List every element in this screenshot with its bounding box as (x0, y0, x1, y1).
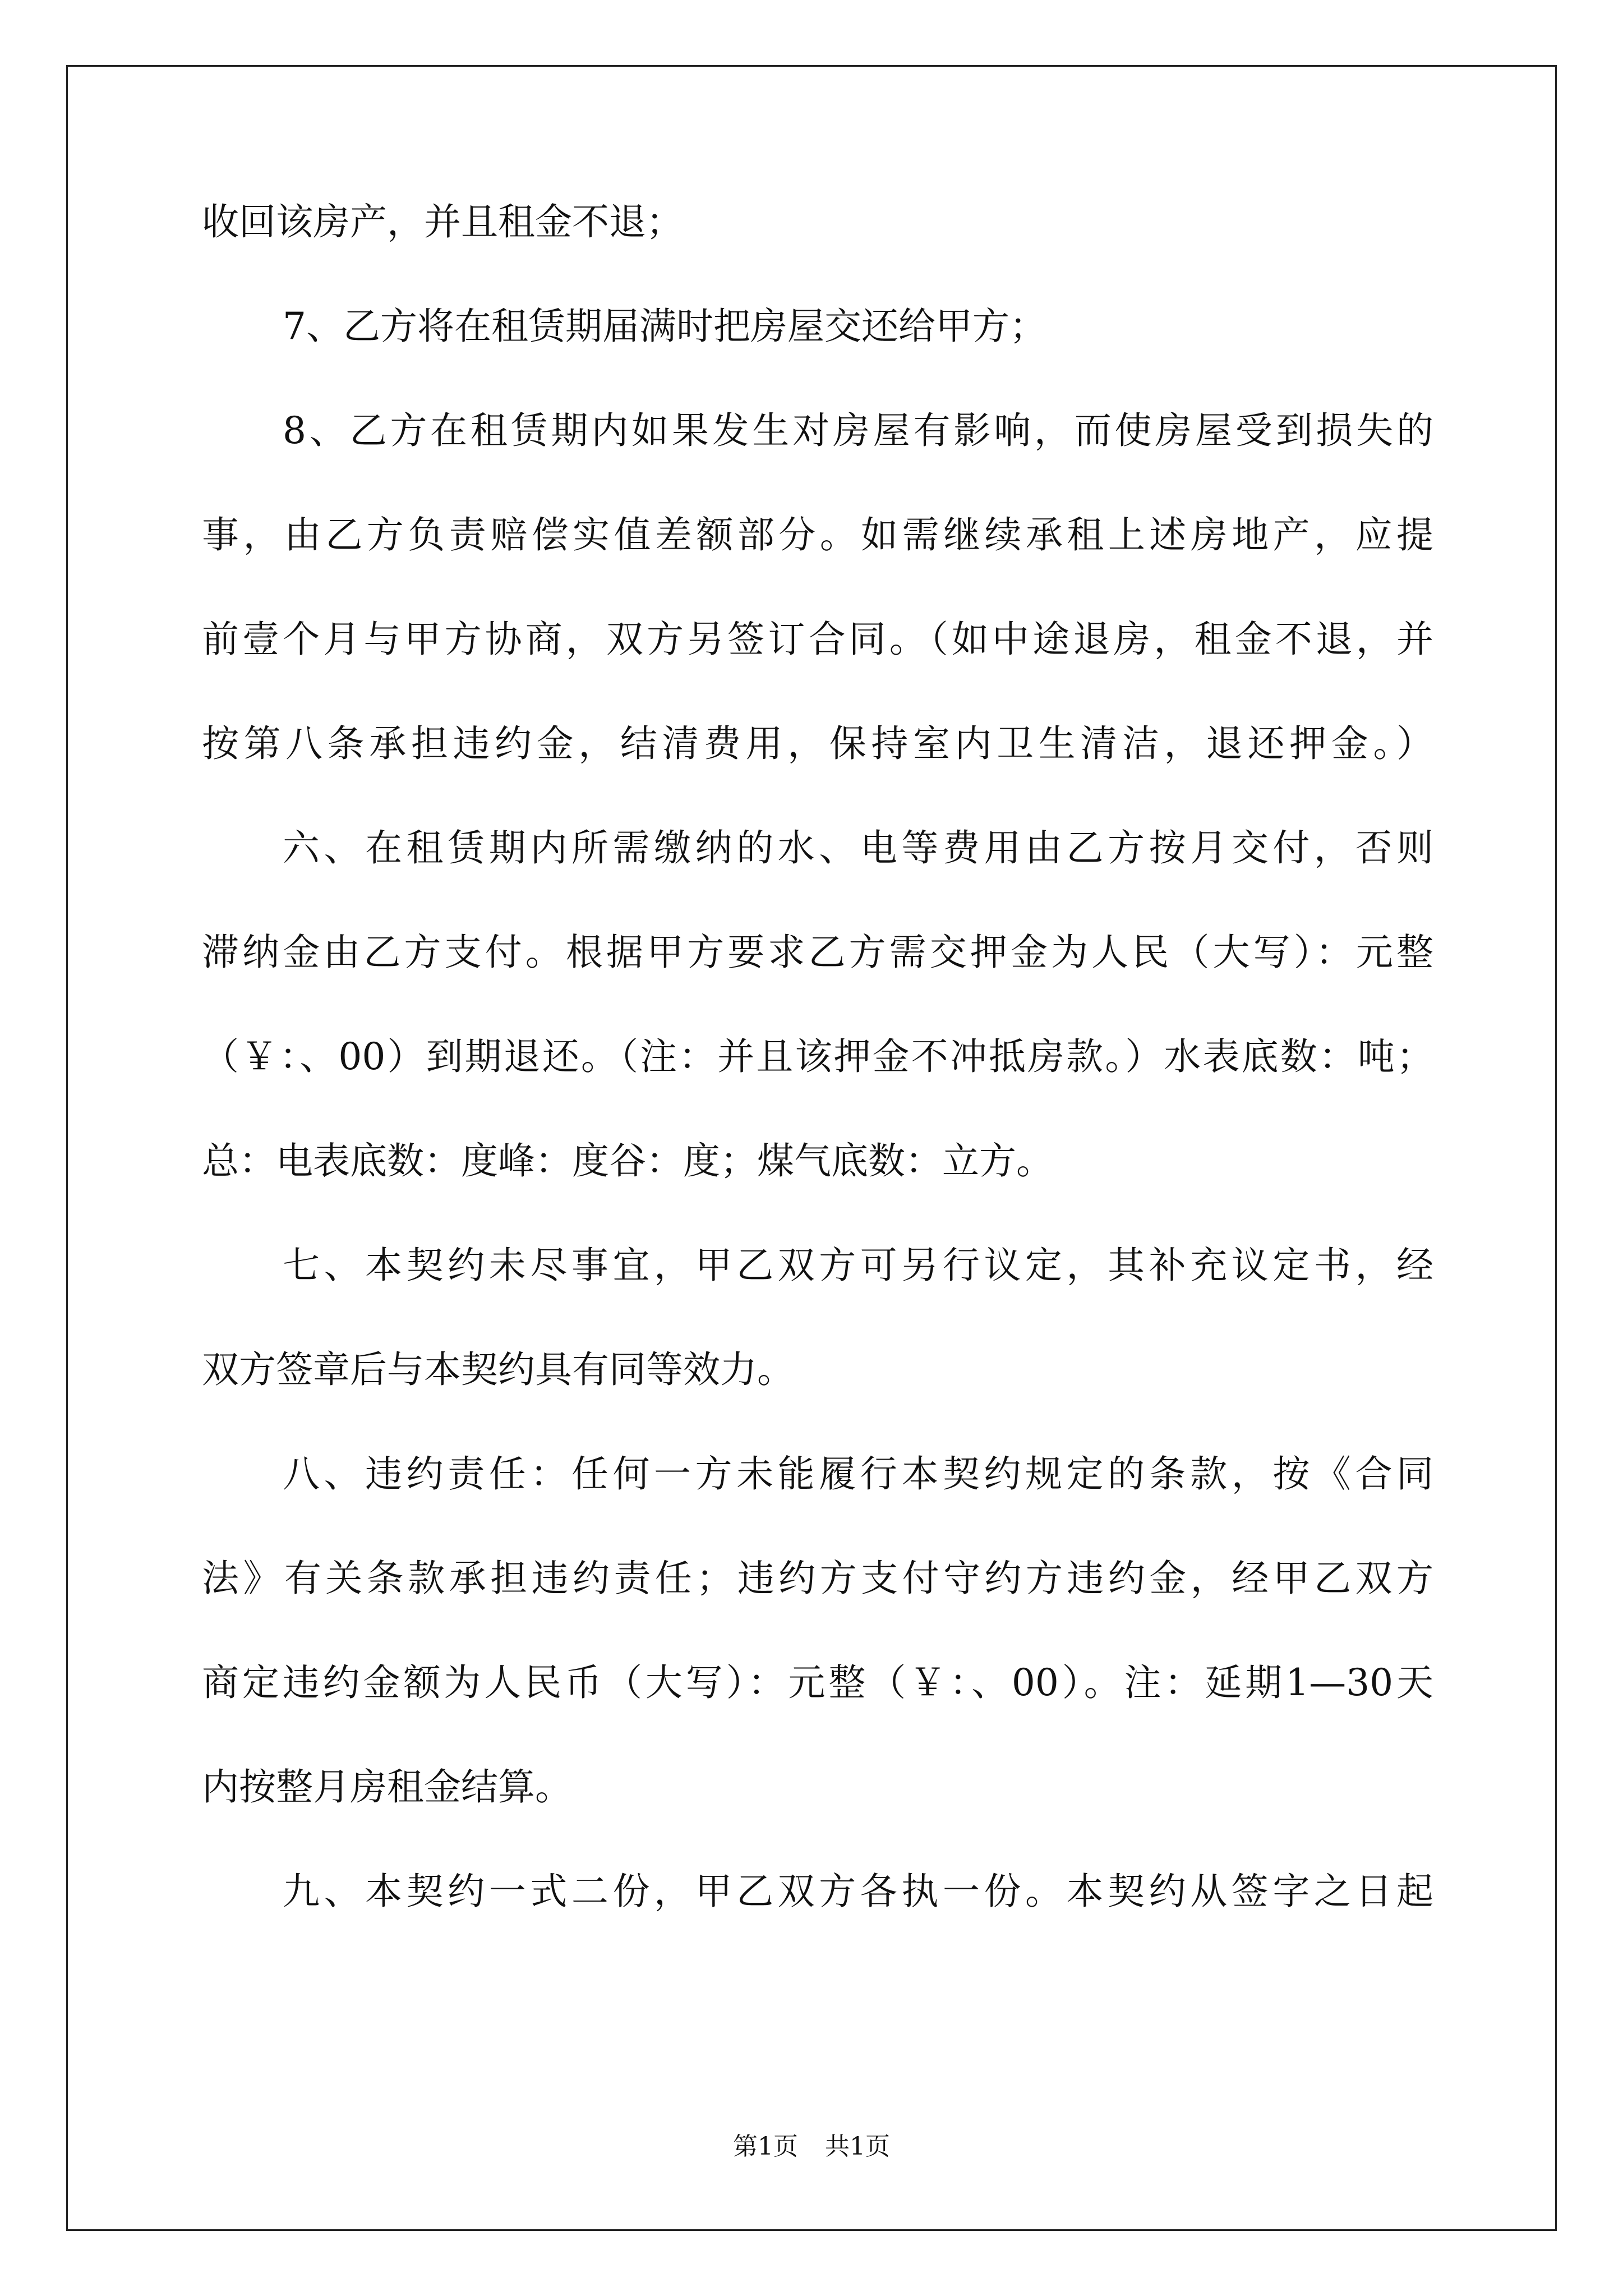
text-line: 前壹个月与甲方协商，双方另签订合同。（如中途退房，租金不退，并 (202, 618, 1433, 661)
text-line: 总：电表底数：度峰：度谷：度；煤气底数：立方。 (202, 1139, 1053, 1182)
text-line: 六、在租赁期内所需缴纳的水、电等费用由乙方按月交付，否则 (283, 826, 1433, 869)
text-line: 九、本契约一式二份，甲乙双方各执一份。本契约从签字之日起 (283, 1870, 1433, 1913)
text-line: 事，由乙方负责赔偿实值差额部分。如需继续承租上述房地产，应提 (202, 513, 1433, 556)
text-line: （￥：、00）到期退还。（注：并且该押金不冲抵房款。）水表底数：吨； (202, 1035, 1433, 1078)
page-number: 第1页 (733, 2132, 798, 2161)
text-line: 法》有关条款承担违约责任；违约方支付守约方违约金，经甲乙双方 (202, 1557, 1433, 1600)
text-line: 7、乙方将在租赁期届满时把房屋交还给甲方； (283, 305, 1046, 348)
text-line: 8、乙方在租赁期内如果发生对房屋有影响，而使房屋受到损失的 (283, 409, 1433, 452)
text-line: 商定违约金额为人民币（大写）：元整（￥：、00）。注：延期1—30天 (202, 1661, 1433, 1704)
text-line: 双方签章后与本契约具有同等效力。 (202, 1348, 794, 1391)
contract-body (202, 202, 1433, 1976)
page-footer (0, 2126, 1623, 2162)
text-line: 七、本契约未尽事宜，甲乙双方可另行议定，其补充议定书，经 (283, 1244, 1433, 1287)
text-line: 按第八条承担违约金，结清费用，保持室内卫生清洁，退还押金。） (202, 722, 1433, 765)
text-line: 滞纳金由乙方支付。根据甲方要求乙方需交押金为人民（大写）：元整 (202, 931, 1433, 974)
text-line: 内按整月房租金结算。 (202, 1765, 572, 1809)
page-total: 共1页 (825, 2132, 890, 2161)
text-line: 八、违约责任：任何一方未能履行本契约规定的条款，按《合同 (283, 1452, 1433, 1496)
text-line: 收回该房产，并且租金不退； (202, 200, 683, 243)
